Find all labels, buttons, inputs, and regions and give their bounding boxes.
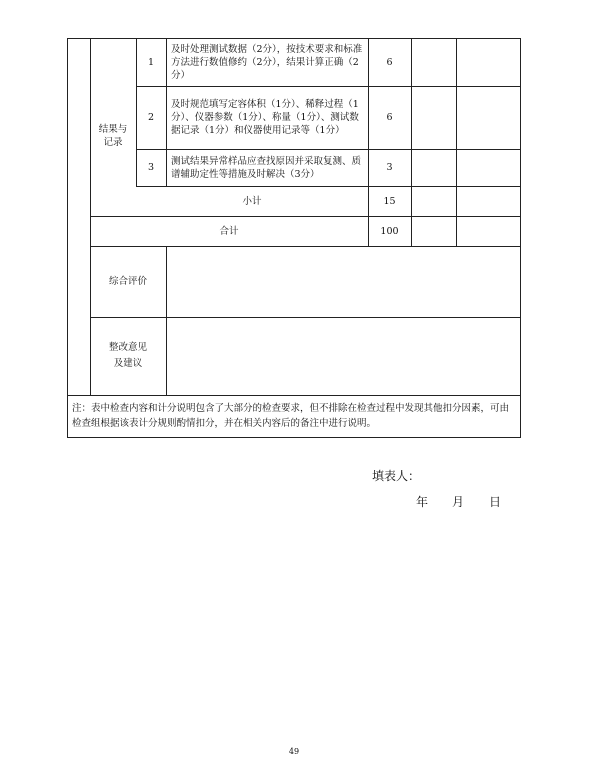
suggestion-bottom-border: [67, 395, 521, 396]
row-content: [171, 86, 366, 149]
score-col-right-border: [411, 38, 412, 246]
filler-label: 填表人：: [372, 469, 421, 483]
row-content: [171, 38, 366, 86]
row-index: 2: [147, 112, 155, 123]
evaluation-label: 综合评价: [108, 276, 147, 287]
table-left-border: [67, 38, 68, 437]
suggestion-label-line2: 及建议: [113, 358, 143, 369]
row-score: 6: [386, 56, 393, 68]
section-label-line2: 记录: [103, 137, 123, 148]
section-label: [90, 86, 136, 186]
table-right-border: [520, 38, 521, 437]
subtotal-label: 小计: [242, 195, 262, 207]
row-content-text: 及时规范填写定容体积（1分）、稀释过程（1分）、仪器参数（1分）、称量（1分）、测试数据记录（1分）和仪器使用记录等（1分）: [171, 99, 359, 136]
evaluation-input-area[interactable]: [167, 247, 520, 317]
section-label-line1: 结果与: [98, 124, 128, 135]
row-content-text: 测试结果异常样品应查找原因并采取复测、质谱辅助定性等措施及时解决（3分）: [171, 155, 362, 180]
row-index: 3: [147, 162, 155, 173]
page-number: 49: [288, 746, 300, 756]
table-note-text: 注：表中检查内容和计分说明包含了大部分的检查要求，但不排除在检查过程中发现其他扣分因素，可由检查组根据该表计分规则酌情扣分，并在相关内容后的备注中进行说明。: [72, 403, 510, 429]
content-col-left-border: [166, 38, 167, 186]
date-day: 日: [489, 495, 502, 509]
date-month: 月: [452, 495, 465, 509]
row-score: 3: [386, 162, 393, 173]
extra-col-border: [456, 38, 457, 246]
date-year: 年: [416, 495, 429, 509]
suggestion-label: [90, 317, 166, 395]
row-index: 1: [147, 56, 155, 68]
suggestion-label-line1: 整改意见: [108, 342, 147, 353]
row-content-text: 及时处理测试数据（2分），按技术要求和标准方法进行数值修约（2分），结果计算正确（2分）: [171, 43, 363, 81]
suggestion-input-area[interactable]: [167, 318, 520, 395]
row-score: 6: [386, 112, 393, 123]
table-note: [72, 401, 516, 435]
row-content: [171, 149, 366, 186]
table-bottom-border: [67, 437, 521, 438]
subtotal-score: 15: [383, 195, 396, 207]
total-label: 合计: [219, 225, 239, 237]
total-score: 100: [380, 225, 399, 237]
